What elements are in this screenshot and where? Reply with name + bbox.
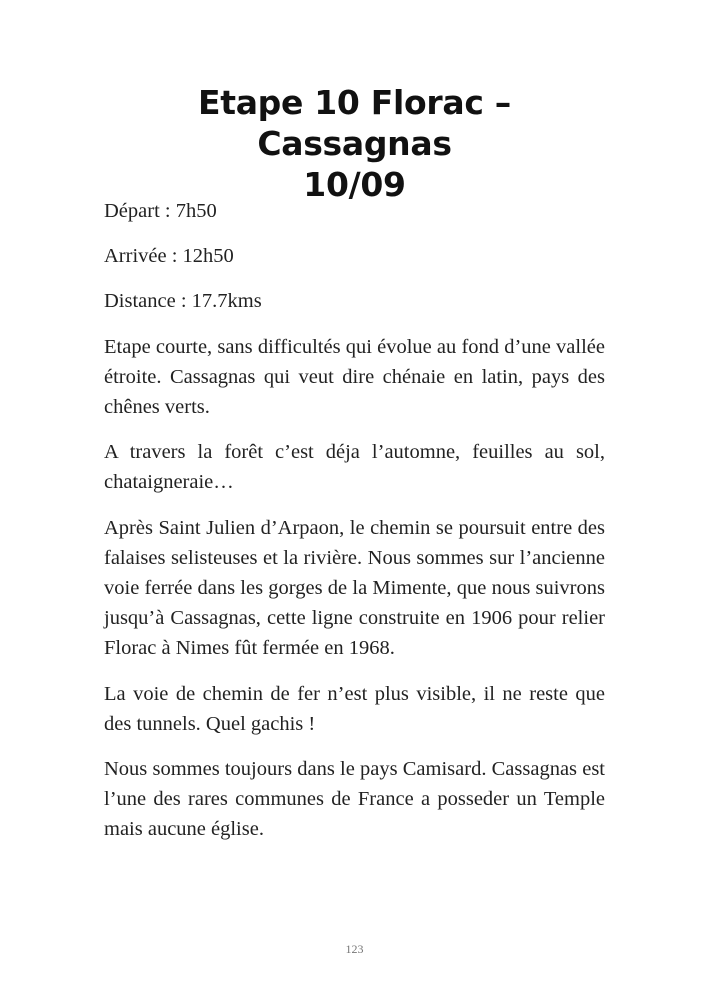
- paragraph-railway: Après Saint Julien d’Arpaon, le chemin se poursuit entre des falaises selisteuses et la rivière. Nous sommes sur l’ancienne voie ferrée dans les gorges de la Mimente, que nous suivrons jusqu’à Cassagnas, cette ligne construite en 1906 pour relier Florac à Nimes fût fermée en 1968.: [104, 516, 605, 660]
- distance: Distance : 17.7kms: [104, 290, 262, 313]
- title-line-2: 10/09: [303, 165, 406, 204]
- page-number: 123: [345, 942, 364, 956]
- arrival-time: Arrivée : 12h50: [104, 245, 234, 268]
- paragraph-forest: A travers la forêt c’est déja l’automne, feuilles au sol, chataigneraie…: [104, 441, 605, 494]
- paragraph-stage-description: Etape courte, sans difficultés qui évolue au fond d’une vallée étroite. Cassagnas qui veut dire chénaie en latin, pays des chênes verts.: [104, 335, 605, 419]
- page-title: [104, 82, 605, 205]
- title-line-1: Etape 10 Florac – Cassagnas: [197, 83, 511, 163]
- paragraph-camisard: Nous sommes toujours dans le pays Camisard. Cassagnas est l’une des rares communes de France a posseder un Temple mais aucune église.: [104, 758, 605, 841]
- body-text: [104, 196, 605, 860]
- paragraph-tunnels: La voie de chemin de fer n’est plus visible, il ne reste que des tunnels. Quel gachis !: [104, 682, 605, 735]
- departure-time: Départ : 7h50: [104, 200, 217, 222]
